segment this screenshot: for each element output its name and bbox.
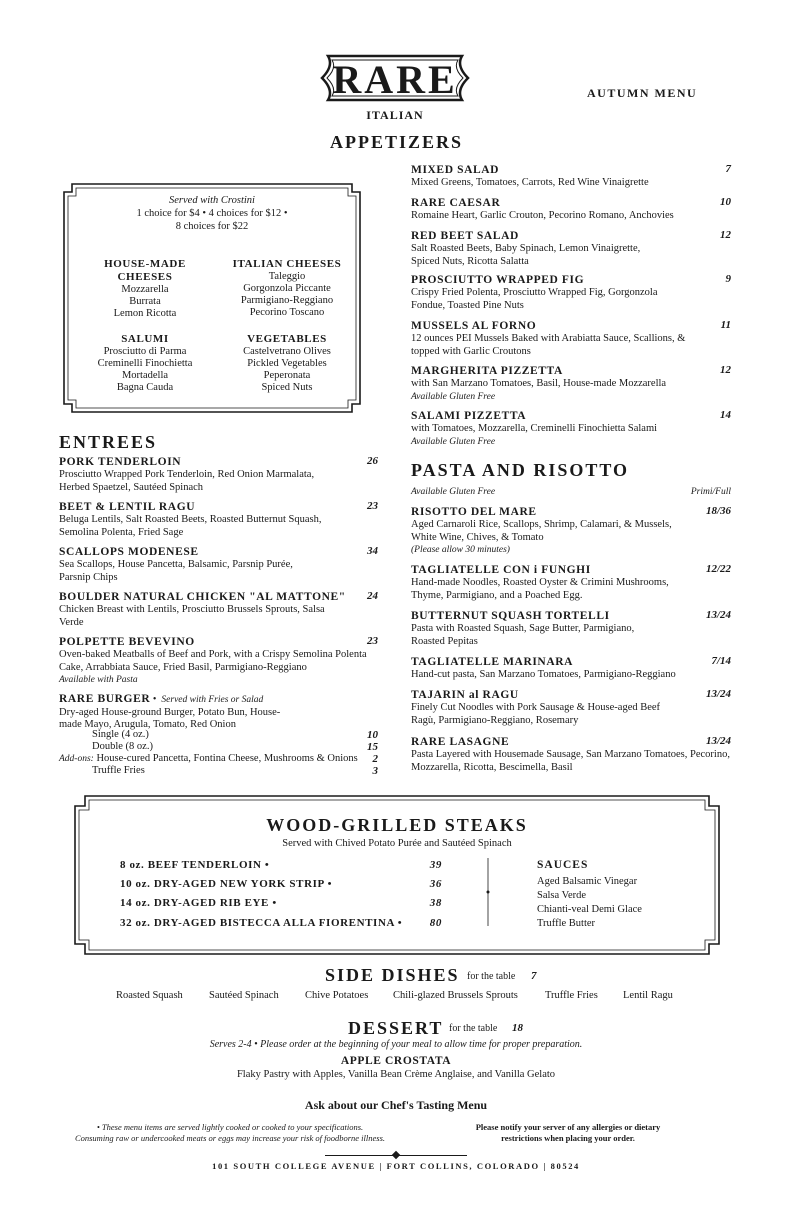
category-title: HOUSE-MADE CHEESES [104, 258, 186, 283]
crostini-category [80, 258, 210, 320]
menu-item [59, 545, 309, 584]
pasta-title: PASTA AND RISOTTO [411, 460, 630, 480]
steak-label: 10 oz. DRY-AGED NEW YORK STRIP • [120, 878, 333, 890]
raw-food-disclaimer [60, 1122, 400, 1144]
steak-price: 80 [429, 917, 442, 929]
menu-item [411, 505, 681, 557]
addons-label: Add-ons: [59, 754, 94, 764]
menu-item [59, 500, 339, 539]
item-desc: Romaine Heart, Garlic Crouton, Pecorino Romano, Anchovies [411, 210, 674, 221]
item-desc: with Tomatoes, Mozzarella, Creminelli Finochietta Salami [411, 423, 658, 434]
side-item: Chive Potatoes [305, 990, 369, 1001]
category-item: Taleggio [268, 271, 306, 282]
item-desc: Oven-baked Meatballs of Beef and Pork, with a Crispy Semolina Polenta Cake, Arrabbiata Sauce, Fried Basil, Parmigiano-Reggiano [59, 649, 367, 673]
item-desc: Sea Scallops, House Pancetta, Balsamic, Parsnip Purée, Parsnip Chips [59, 559, 293, 583]
item-price: 11 [720, 319, 731, 331]
tasting-menu-note: Ask about our Chef's Tasting Menu [304, 1098, 488, 1112]
menu-item [59, 455, 339, 494]
item-price: 18/36 [705, 505, 731, 517]
item-desc: Salt Roasted Beets, Baby Spinach, Lemon Vinaigrette, Spiced Nuts, Ricotta Salatta [411, 243, 641, 267]
side-item: Chili-glazed Brussels Sprouts [393, 990, 518, 1001]
burger-addons [59, 753, 378, 766]
menu-item [411, 563, 691, 602]
item-note: Available Gluten Free [411, 391, 496, 402]
dessert-serves: Serves 2-4 • Please order at the beginning of your meal to allow time for proper preparation. [209, 1039, 583, 1050]
steak-label: 32 oz. DRY-AGED BISTECCA ALLA FIORENTINA • [120, 917, 403, 929]
category-title: ITALIAN CHEESES [232, 258, 342, 270]
crostini-category [222, 258, 352, 319]
item-price: 10 [720, 196, 731, 208]
item-name: RARE CAESAR [411, 197, 501, 209]
item-desc: Chicken Breast with Lentils, Prosciutto Brussels Sprouts, Salsa Verde [59, 604, 325, 628]
crostini-served: Served with Crostini [169, 195, 255, 206]
item-desc: Crispy Fried Polenta, Prosciutto Wrapped Fig, Gorgonzola Fondue, Toasted Pine Nuts [411, 287, 658, 311]
crostini-category [222, 333, 352, 394]
category-item: Burrata [129, 296, 161, 307]
menu-item [411, 609, 661, 648]
appetizers-title: APPETIZERS [330, 132, 464, 152]
item-desc: Hand-made Noodles, Roasted Oyster & Crimini Mushrooms, Thyme, Parmigiano, and a Poached Egg. [411, 577, 669, 601]
item-name: BUTTERNUT SQUASH TORTELLI [411, 610, 610, 622]
allergy-line: Please notify your server of any allergies or dietary [475, 1122, 661, 1132]
burger-served: Served with Fries or Salad [161, 695, 264, 705]
item-desc: Mixed Greens, Tomatoes, Carrots, Red Wine Vinaigrette [411, 177, 649, 188]
category-item: Gorgonzola Piccante [243, 283, 331, 294]
item-name: PROSCIUTTO WRAPPED FIG [411, 274, 585, 286]
burger-name: RARE BURGER [59, 693, 151, 705]
burger-option [92, 765, 378, 778]
item-name: RED BEET SALAD [411, 230, 519, 242]
menu-item [59, 635, 389, 687]
item-name: TAGLIATELLE MARINARA [411, 656, 574, 668]
item-price: 13/24 [705, 688, 731, 700]
allergy-note [432, 1122, 704, 1144]
steak-label: 8 oz. BEEF TENDERLOIN • [120, 859, 270, 871]
side-item: Roasted Squash [116, 990, 183, 1001]
item-name: TAJARIN al RAGU [411, 689, 519, 701]
sauce-item: Chianti-veal Demi Glace [537, 904, 642, 915]
steaks-title: WOOD-GRILLED STEAKS [266, 815, 528, 835]
menu-item [411, 319, 711, 358]
crostini-pricing-1: 1 choice for $4 • 4 choices for $12 • [136, 208, 288, 219]
option-price: 10 [367, 729, 378, 741]
item-desc: Finely Cut Noodles with Pork Sausage & House-aged Beef Ragù, Parmigiano-Reggiano, Rosemary [411, 702, 661, 726]
logo [318, 52, 472, 104]
menu-item [411, 364, 731, 403]
logo-text: RARE [332, 57, 458, 102]
category-item: Bagna Cauda [116, 382, 174, 393]
item-price: 7 [725, 163, 731, 175]
category-item: Parmigiano-Reggiano [240, 295, 334, 306]
category-item: Castelvetrano Olives [243, 346, 331, 357]
category-item: Pickled Vegetables [247, 358, 327, 369]
item-price: 7/14 [711, 655, 731, 667]
option-label: Double (8 oz.) [92, 741, 153, 752]
season-label: AUTUMN MENU [587, 86, 698, 100]
menu-item [411, 688, 681, 727]
category-item: Mozzarella [121, 284, 169, 295]
item-price: 12/22 [705, 563, 731, 575]
category-title: VEGETABLES [247, 333, 327, 345]
item-name: SCALLOPS MODENESE [59, 546, 199, 558]
item-note: Available with Pasta [59, 675, 138, 685]
sides-title: SIDE DISHES [325, 965, 460, 985]
option-label: Single (4 oz.) [92, 729, 149, 740]
item-name: BOULDER NATURAL CHICKEN "AL MATTONE" [59, 591, 346, 603]
steak-item [120, 878, 442, 890]
sauces-title: SAUCES [537, 859, 589, 871]
menu-item [59, 590, 349, 629]
allergy-line: restrictions when placing your order. [501, 1133, 635, 1143]
item-price: 12 [720, 364, 731, 376]
disclaimer-line: Consuming raw or undercooked meats or eggs may increase your risk of foodborne illness. [74, 1133, 386, 1143]
side-item: Sautéed Spinach [209, 990, 279, 1001]
pasta-primi-note: Primi/Full [690, 487, 731, 497]
addons-price: 2 [372, 753, 378, 765]
crostini-header [76, 194, 348, 233]
item-name: SALAMI PIZZETTA [411, 410, 527, 422]
option-price: 15 [367, 741, 378, 753]
burger-option [92, 741, 378, 754]
dessert-desc: Flaky Pastry with Apples, Vanilla Bean Crème Anglaise, and Vanilla Gelato [236, 1069, 556, 1080]
item-price: 13/24 [705, 735, 731, 747]
burger-desc: Dry-aged House-ground Burger, Potato Bun, House-made Mayo, Arugula, Tomato, Red Onion [59, 706, 281, 730]
category-item: Prosciutto di Parma [103, 346, 187, 357]
category-item: Spiced Nuts [261, 382, 313, 393]
menu-item [411, 409, 731, 448]
item-note: (Please allow 30 minutes) [411, 545, 510, 555]
steak-price: 36 [429, 878, 442, 890]
item-name: MUSSELS AL FORNO [411, 320, 537, 332]
pasta-gluten-note: Available Gluten Free [411, 487, 496, 497]
item-desc: Hand-cut pasta, San Marzano Tomatoes, Parmigiano-Reggiano [411, 669, 676, 680]
crostini-pricing-2: 8 choices for $22 [175, 221, 249, 232]
item-name: MIXED SALAD [411, 164, 500, 176]
item-price: 13/24 [705, 609, 731, 621]
item-price: 23 [367, 500, 378, 512]
side-item: Truffle Fries [545, 990, 598, 1001]
item-desc: Pasta with Roasted Squash, Sage Butter, Parmigiano, Roasted Pepitas [411, 623, 635, 647]
steak-item [120, 917, 442, 929]
item-price: 34 [367, 545, 378, 557]
steak-item [120, 897, 442, 909]
category-item: Peperonata [263, 370, 311, 381]
menu-item [411, 196, 731, 223]
steak-label: 14 oz. DRY-AGED RIB EYE • [120, 897, 277, 909]
item-name: PORK TENDERLOIN [59, 456, 182, 468]
option-label: Truffle Fries [92, 765, 145, 776]
dessert-price: 18 [512, 1022, 523, 1034]
disclaimer-line: • These menu items are served lightly cooked or cooked to your specifications. [96, 1122, 364, 1132]
category-item: Creminelli Finochietta [97, 358, 193, 369]
item-name: RISOTTO DEL MARE [411, 506, 537, 518]
item-desc: Beluga Lentils, Salt Roasted Beets, Roasted Butternut Squash, Semolina Polenta, Fried Sage [59, 514, 322, 538]
item-price: 14 [720, 409, 731, 421]
dessert-note: for the table [449, 1023, 498, 1034]
item-price: 26 [367, 455, 378, 467]
address: 101 SOUTH COLLEGE AVENUE | FORT COLLINS, COLORADO | 80524 [212, 1161, 580, 1171]
option-price: 3 [372, 765, 378, 777]
category-item: Pecorino Toscano [249, 307, 325, 318]
dessert-title: DESSERT [348, 1018, 444, 1038]
category-item: Mortadella [121, 370, 169, 381]
item-name: BEET & LENTIL RAGU [59, 501, 196, 513]
side-item: Lentil Ragu [623, 990, 673, 1001]
steak-price: 38 [429, 897, 442, 909]
item-note: Available Gluten Free [411, 436, 496, 447]
burger-option [92, 729, 378, 742]
addons-text: House-cured Pancetta, Fontina Cheese, Mushrooms & Onions [96, 753, 358, 764]
item-price: 24 [367, 590, 378, 602]
item-desc: Aged Carnaroli Rice, Scallops, Shrimp, Calamari, & Mussels, White Wine, Chives, & Tomato [411, 519, 672, 543]
category-title: SALUMI [121, 333, 169, 345]
item-name: POLPETTE BEVEVINO [59, 636, 195, 648]
item-price: 12 [720, 229, 731, 241]
item-price: 23 [367, 635, 378, 647]
item-desc: Pasta Layered with Housemade Sausage, San Marzano Tomatoes, Pecorino, Mozzarella, Ricotta, Bescimella, Basil [411, 749, 730, 773]
sauce-item: Salsa Verde [537, 890, 587, 901]
menu-item [411, 273, 661, 312]
item-desc: Prosciutto Wrapped Pork Tenderloin, Red Onion Marmalata, Herbed Spaetzel, Sautéed Spinach [59, 469, 315, 493]
menu-item [411, 229, 661, 268]
sides-price: 7 [531, 970, 537, 982]
category-item: Lemon Ricotta [113, 308, 177, 319]
steak-item [120, 859, 442, 871]
crostini-box [62, 182, 362, 414]
sauce-item: Truffle Butter [537, 918, 596, 929]
item-name: TAGLIATELLE CON i FUNGHI [411, 564, 591, 576]
sauce-item: Aged Balsamic Vinegar [537, 876, 638, 887]
steak-price: 39 [429, 859, 442, 871]
logo-subtitle: ITALIAN [366, 108, 424, 122]
crostini-category [80, 333, 210, 394]
divider-ornament [392, 1151, 400, 1159]
item-desc: with San Marzano Tomatoes, Basil, House-made Mozzarella [411, 378, 667, 389]
item-price: 9 [725, 273, 731, 285]
item-desc: 12 ounces PEI Mussels Baked with Arabiatta Sauce, Scallions, & topped with Garlic Croutons [411, 333, 686, 357]
sides-note: for the table [467, 971, 516, 982]
entrees-title: ENTREES [59, 432, 158, 452]
menu-item [411, 655, 701, 682]
item-name: MARGHERITA PIZZETTA [411, 365, 563, 377]
dessert-name: APPLE CROSTATA [340, 1055, 452, 1067]
steaks-subtitle: Served with Chived Potato Purée and Sautéed Spinach [282, 838, 512, 849]
item-name: RARE LASAGNE [411, 736, 510, 748]
burger-item: RARE BURGER • Served with Fries or Salad Dry-aged House-ground Burger, Potato Bun, House-made Mayo, Arugula, Tomato, Red Onion [59, 692, 299, 732]
menu-item [411, 163, 731, 190]
